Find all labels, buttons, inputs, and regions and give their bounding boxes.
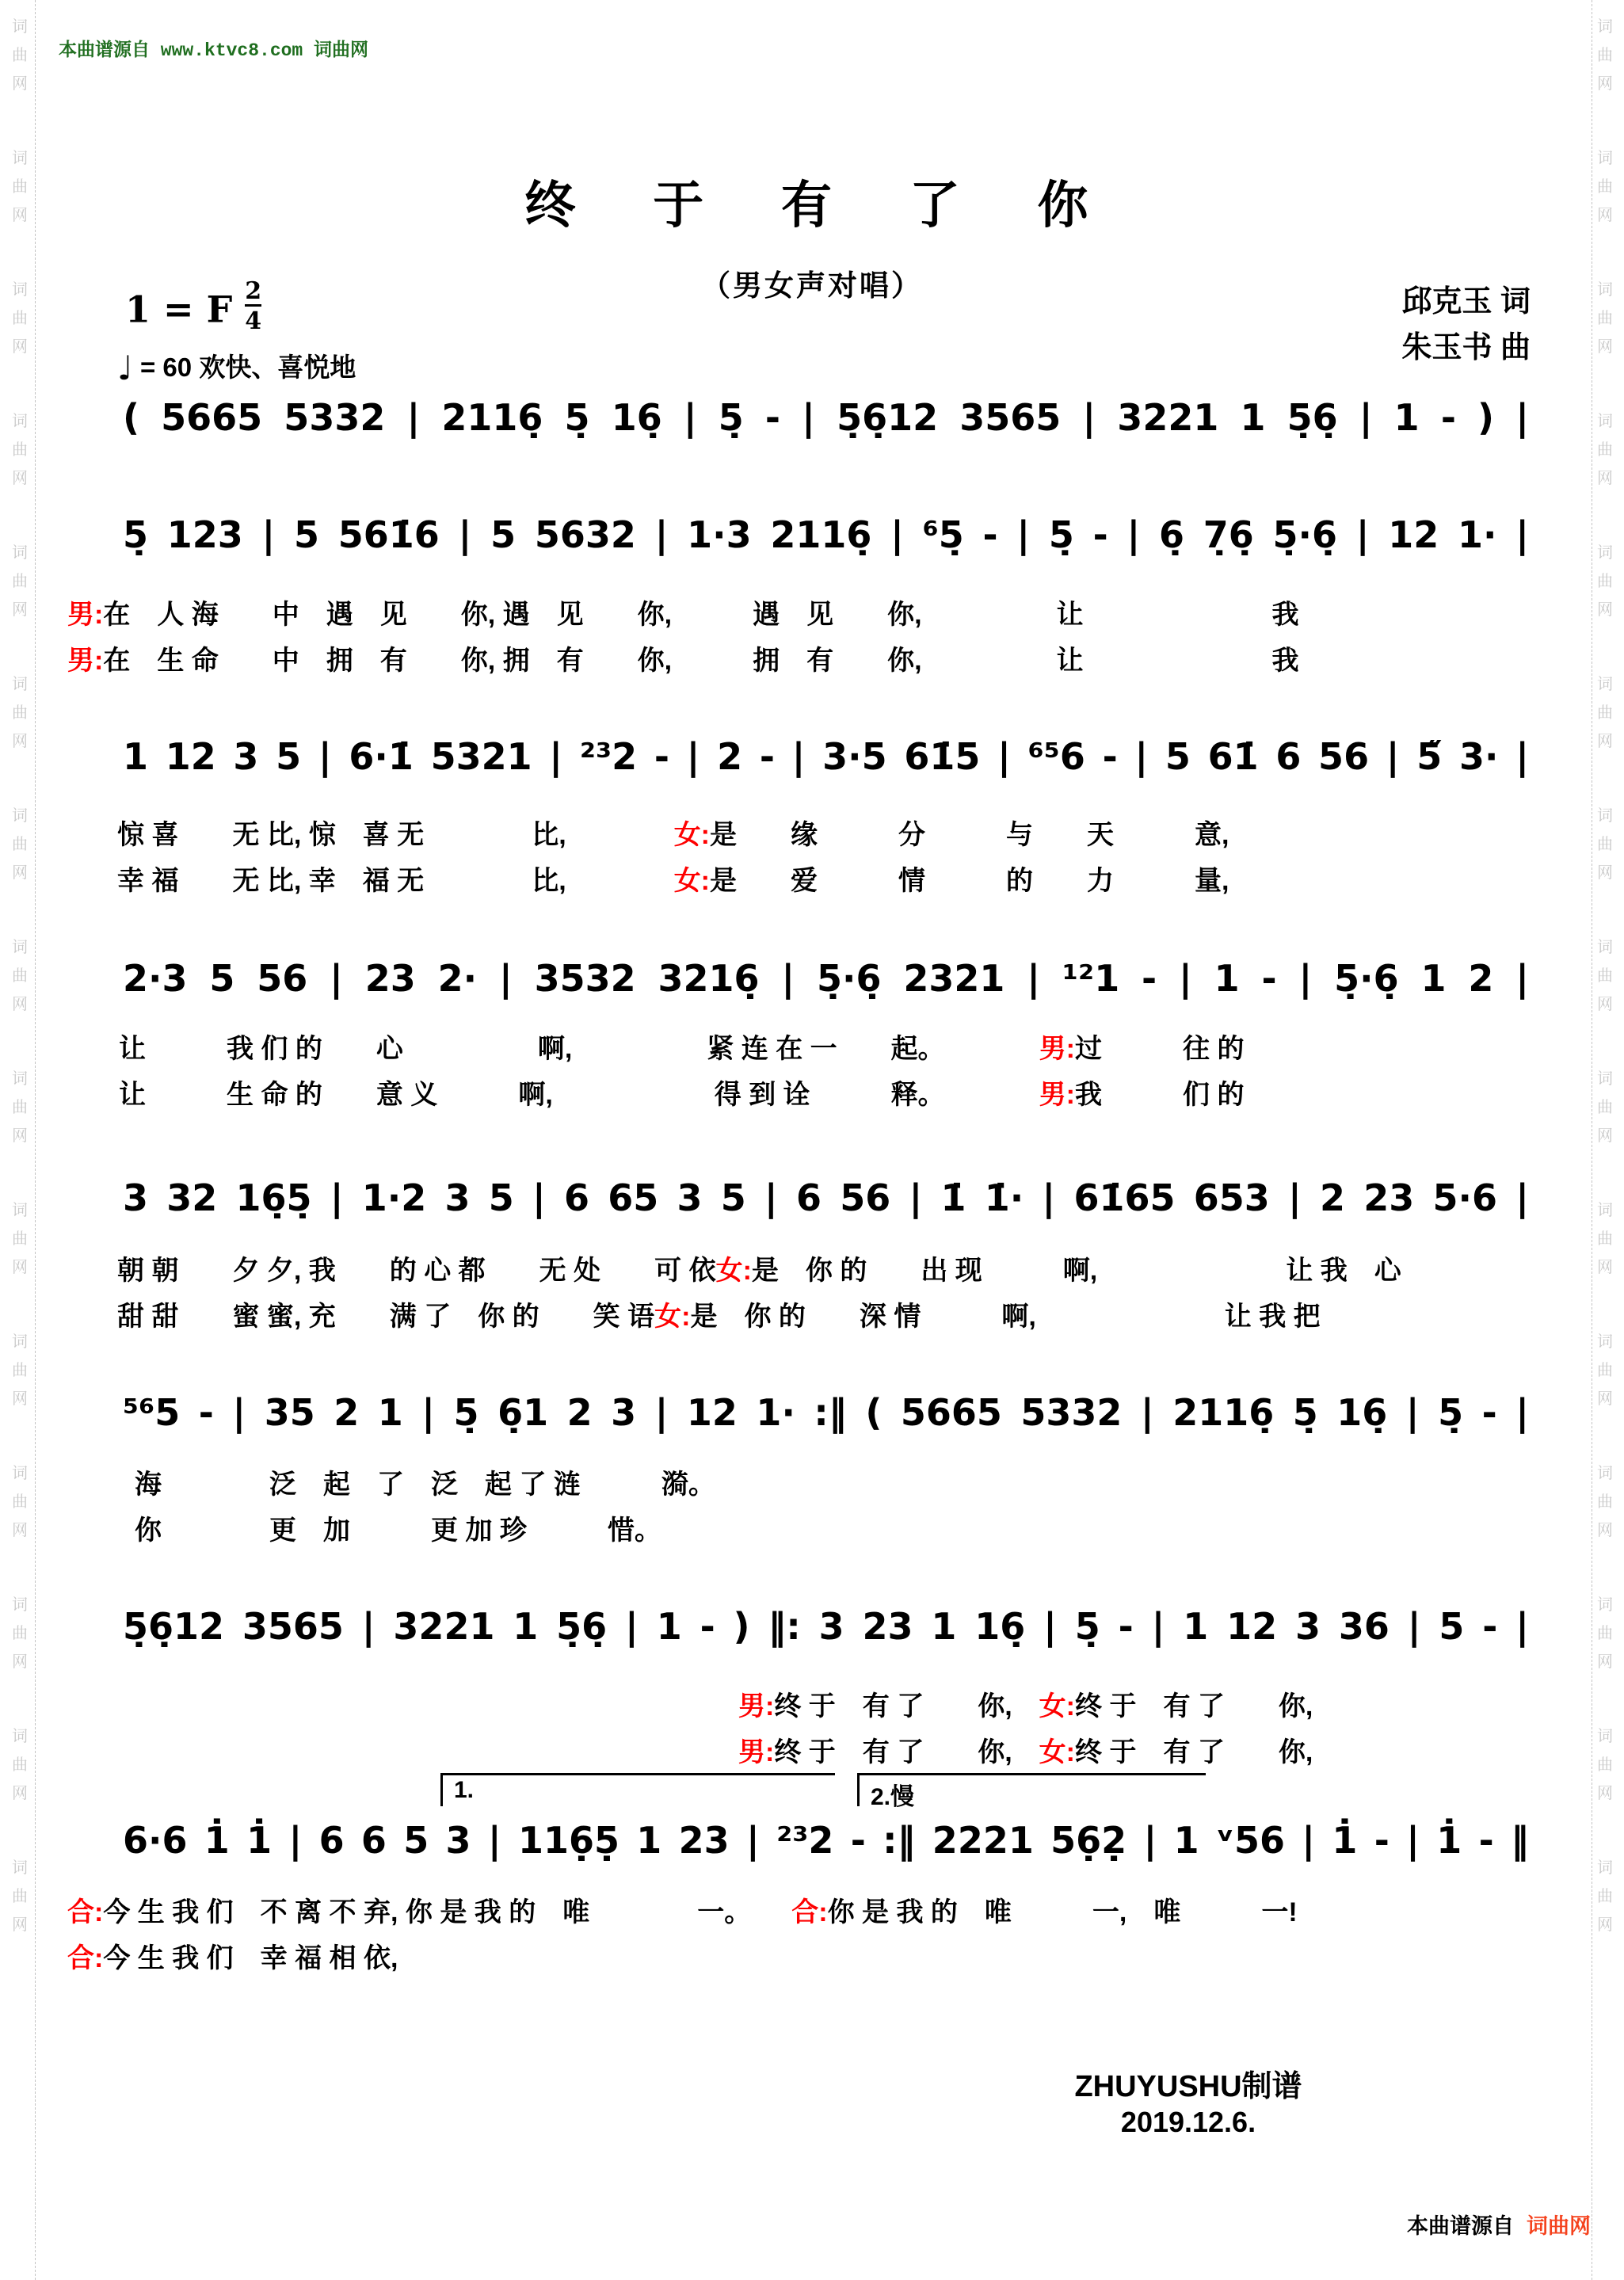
watermark-chars: 词 曲 网	[1597, 1202, 1613, 1276]
watermark-chars: 词 曲 网	[12, 1859, 28, 1934]
song-title: 终 于 有 了 你	[524, 177, 1100, 234]
lyric-text: 让 我 们 的 心 啊, 紧 连 在 一 起。	[119, 1034, 1039, 1064]
key-label: 1 = F	[125, 288, 233, 331]
time-signature	[245, 279, 261, 334]
watermark-chars: 词 曲 网	[1597, 676, 1613, 750]
song-subtitle: （男女声对唱）	[701, 269, 923, 302]
watermark-chars: 词 曲 网	[12, 413, 28, 487]
time-numerator: 2	[245, 277, 262, 305]
lyric-text: 朝 朝 夕 夕, 我 的 心 都 无 处 可 依	[117, 1256, 716, 1286]
watermark-chars: 词 曲 网	[12, 1070, 28, 1145]
lyric-text: 你 更 加 更 加 珍 惜。	[135, 1516, 661, 1546]
watermark-chars: 词 曲 网	[12, 150, 28, 224]
lyric-text: 海 泛 起 了 泛 起 了 涟 漪。	[135, 1470, 715, 1500]
watermark-chars: 词 曲 网	[12, 281, 28, 356]
tempo-mood: 欢快、喜悦地	[199, 353, 356, 382]
music-line-1: ( 5665 5332 | 2116̣ 5̣ 16̣ | 5̣ - | 5̣6̣12 3565 | 3221 1 5̣6̣ | 1 - ) |	[123, 396, 1529, 439]
watermark-chars: 词 曲 网	[1597, 544, 1613, 619]
first-ending-bracket	[440, 1773, 835, 1806]
watermark-chars: 词 曲 网	[12, 1333, 28, 1408]
lyric-row	[738, 1684, 1313, 1723]
lyric-row	[738, 1730, 1313, 1769]
time-denominator: 4	[245, 304, 261, 334]
lyric-row	[67, 1890, 1298, 1929]
watermark-chars: 词 曲 网	[1597, 1333, 1613, 1408]
watermark-chars: 词 曲 网	[1597, 18, 1613, 93]
watermark-chars: 词 曲 网	[12, 18, 28, 93]
source-watermark: 本曲谱源自 www.ktvc8.com 词曲网	[59, 40, 369, 61]
lyric-row	[67, 593, 1299, 631]
music-line-3: 1 12 3 5 | 6·1̇ 5321 | ²³2 - | 2 - | 3·5 61̇5 | ⁶⁵6 - | 5 61̇ 6 56 | 5̋ 3· |	[123, 735, 1529, 778]
watermark-chars: 词 曲 网	[12, 676, 28, 750]
first-ending-label: 1.	[454, 1777, 475, 1803]
lyric-row	[67, 639, 1299, 677]
role-marker-male: 男:	[1039, 1080, 1076, 1110]
lyric-text: 你 是 我 的 唯 一, 唯 一!	[827, 1897, 1298, 1927]
lyric-text: 今 生 我 们 幸 福 相 依,	[103, 1943, 398, 1973]
watermark-chars: 词 曲 网	[1597, 150, 1613, 224]
role-marker-male: 男:	[1039, 1034, 1076, 1064]
lyric-text: 甜 甜 蜜 蜜, 充 满 了 你 的 笑 语	[117, 1302, 655, 1332]
music-line-5: 3 32 16̣5̣ | 1·2 3 5 | 6 65 3 5 | 6 56 | 1̇ 1̇· | 61̇65 653 | 2 23 5·6 |	[123, 1176, 1529, 1219]
lyric-row	[119, 1027, 1244, 1066]
lyric-text: 终 于 有 了 你,	[774, 1691, 1039, 1721]
watermark-chars: 词 曲 网	[1597, 1859, 1613, 1934]
music-line-2: 5̣ 123 | 5 561̇6 | 5 5632 | 1·3 2116̣ | ⁶5̣ - | 5̣ - | 6̣ 7̣6̣ 5̣·6̣ | 12 1· |	[123, 513, 1529, 556]
lyric-text: 终 于 有 了 你,	[1075, 1691, 1313, 1721]
lyric-text: 幸 福 无 比, 幸 福 无 比,	[117, 866, 674, 896]
role-marker-male: 男:	[67, 600, 104, 630]
watermark-chars: 词 曲 网	[1597, 1596, 1613, 1671]
watermark-chars: 词 曲 网	[1597, 807, 1613, 882]
second-ending-bracket	[857, 1773, 1206, 1810]
lyric-text: 我 们 的	[1075, 1080, 1245, 1110]
lyric-text: 终 于 有 了 你,	[774, 1737, 1039, 1767]
lyric-row	[117, 1294, 1321, 1333]
music-line-4: 2·3 5 56 | 23 2· | 3532 3216̣ | 5̣·6̣ 2321 | ¹²1 - | 1 - | 5̣·6̣ 1 2 |	[123, 957, 1529, 1000]
lyric-text: 终 于 有 了 你,	[1075, 1737, 1313, 1767]
engraver-credit: ZHUYUSHU制谱	[1074, 2070, 1302, 2103]
lyric-text: 今 生 我 们 不 离 不 弃, 你 是 我 的 唯 一。	[103, 1897, 792, 1927]
role-marker-duet: 合:	[791, 1897, 828, 1927]
watermark-chars: 词 曲 网	[1597, 281, 1613, 356]
role-marker-female: 女:	[1039, 1737, 1075, 1767]
role-marker-female: 女:	[673, 866, 711, 896]
lyric-text: 在 人 海 中 遇 见 你, 遇 见 你, 遇 见 你, 让 我	[103, 600, 1299, 630]
second-ending-label: 2.慢	[871, 1784, 915, 1810]
source-prefix: 本曲谱源自	[1407, 2214, 1514, 2238]
composer: 朱玉书 曲	[1401, 331, 1531, 364]
music-line-8: 6·6 1̇ 1̇ | 6 6 5 3 | 116̣5̣ 1 23 | ²³2 - :‖ 2221 56̣2̣ | 1 ᵛ56 | 1̇ - | 1̇ - ‖	[123, 1819, 1529, 1862]
watermark-chars: 词 曲 网	[12, 1728, 28, 1802]
watermark-chars: 词 曲 网	[1597, 1728, 1613, 1802]
lyric-row	[117, 1249, 1401, 1287]
lyric-text: 是 爱 情 的 力 量,	[710, 866, 1229, 896]
lyric-text: 是 缘 分 与 天 意,	[710, 820, 1229, 850]
watermark-chars: 词 曲 网	[12, 939, 28, 1013]
engraving-date: 2019.12.6.	[1120, 2106, 1256, 2138]
watermark-chars: 词 曲 网	[12, 544, 28, 619]
lyric-text: 惊 喜 无 比, 惊 喜 无 比,	[117, 820, 674, 850]
lyric-text: 让 生 命 的 意 义 啊, 得 到 诠 释。	[119, 1080, 1039, 1110]
role-marker-male: 男:	[67, 646, 104, 676]
watermark-chars: 词 曲 网	[12, 1465, 28, 1539]
watermark-chars: 词 曲 网	[1597, 1070, 1613, 1145]
site-brand: 词曲网	[1527, 2214, 1591, 2238]
watermark-chars: 词 曲 网	[1597, 1465, 1613, 1539]
lyric-row	[67, 1936, 398, 1975]
lyric-row	[117, 859, 1229, 898]
role-marker-duet: 合:	[67, 1897, 104, 1927]
role-marker-female: 女:	[654, 1302, 691, 1332]
watermark-chars: 词 曲 网	[1597, 939, 1613, 1013]
watermark-chars: 词 曲 网	[1597, 413, 1613, 487]
watermark-chars: 词 曲 网	[12, 1202, 28, 1276]
role-marker-female: 女:	[673, 820, 711, 850]
bottom-source-note	[1407, 2209, 1591, 2240]
watermark-chars: 词 曲 网	[12, 1596, 28, 1671]
lyric-row	[135, 1462, 715, 1501]
lyric-text: 是 你 的 出 现 啊, 让 我 心	[751, 1256, 1401, 1286]
role-marker-female: 女:	[1039, 1691, 1075, 1721]
quarter-note-icon: ♩	[117, 349, 133, 387]
lyric-text: 在 生 命 中 拥 有 你, 拥 有 你, 拥 有 你, 让 我	[103, 646, 1299, 676]
lyric-row	[119, 1073, 1244, 1111]
lyric-text: 过 往 的	[1075, 1034, 1245, 1064]
watermark-chars: 词 曲 网	[12, 807, 28, 882]
credits	[1401, 279, 1531, 371]
music-line-6: ⁵⁶5 - | 35 2 1 | 5̣ 6̣1 2 3 | 12 1· :‖ ( 5665 5332 | 2116̣ 5̣ 16̣ | 5̣ - |	[123, 1391, 1529, 1434]
role-marker-male: 男:	[738, 1737, 775, 1767]
lyricist: 邱克玉 词	[1401, 285, 1531, 318]
role-marker-duet: 合:	[67, 1943, 104, 1973]
right-watermark-strip	[1592, 0, 1618, 2280]
role-marker-male: 男:	[738, 1691, 775, 1721]
role-marker-female: 女:	[715, 1256, 752, 1286]
key-signature	[125, 279, 261, 334]
left-watermark-strip	[5, 0, 36, 2280]
tempo-marking	[117, 347, 356, 387]
music-line-7: 5̣6̣12 3565 | 3221 1 5̣6̣ | 1 - ) ‖: 3 23 1 16̣ | 5̣ - | 1 12 3 36 | 5 - |	[123, 1605, 1529, 1648]
lyric-row	[117, 813, 1229, 852]
tempo-value: = 60	[139, 353, 193, 382]
lyric-text: 是 你 的 深 情 啊, 让 我 把	[690, 1302, 1321, 1332]
lyric-row	[135, 1508, 661, 1547]
